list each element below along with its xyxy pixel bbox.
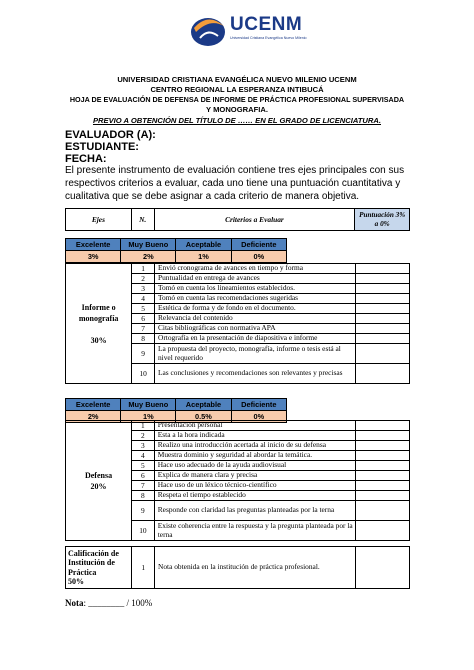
score-cell[interactable] [356, 264, 410, 274]
scale-label: Aceptable [176, 239, 231, 251]
criterion-text: Explica de manera clara y precisa [154, 471, 356, 481]
criteria-table-defensa [65, 420, 410, 541]
criterion-text: Responde con claridad las preguntas planteadas por la terna [154, 501, 356, 521]
axis-percent: 30% [90, 335, 107, 345]
scale-label: Deficiente [231, 239, 286, 251]
criterion-number: 4 [132, 451, 155, 461]
score-cell[interactable] [356, 431, 410, 441]
axis-name: Informe o monografía [78, 302, 119, 323]
scale-label: Deficiente [231, 399, 286, 411]
criterion-number: 1 [132, 264, 155, 274]
criterion-number: 10 [132, 364, 155, 384]
criterion-text: Esta a la hora indicada [154, 431, 356, 441]
criterion-text: Puntualidad en entrega de avances [154, 274, 356, 284]
criteria-header-table [65, 208, 410, 231]
axis-name: Defensa [84, 470, 113, 480]
header-subtitle: PREVIO A OBTENCIÓN DEL TÍTULO DE …… EN EL GRADO DE LICENCIATURA. [92, 116, 381, 125]
logo-wordmark: UCENM [230, 14, 303, 35]
criterion-text: Citas bibliográficas con normativa APA [154, 324, 356, 334]
criterion-number: 8 [132, 334, 155, 344]
scale-value: 1% [121, 411, 176, 423]
criterion-text: Realizo una introducción acertada al inicio de su defensa [154, 441, 356, 451]
score-cell[interactable] [356, 547, 410, 589]
criterion-number: 6 [132, 314, 155, 324]
criterion-number: 1 [132, 421, 155, 431]
criterion-number: 2 [132, 431, 155, 441]
col-header-puntuacion: Puntuación 3% a 0% [355, 209, 410, 231]
date-label: FECHA: [65, 153, 107, 165]
score-cell[interactable] [356, 364, 410, 384]
score-cell[interactable] [356, 274, 410, 284]
score-cell[interactable] [356, 421, 410, 431]
criterion-text: Hace uso adecuado de la ayuda audiovisual [154, 461, 356, 471]
student-label: ESTUDIANTE: [65, 141, 139, 153]
criterion-text: Hace uso de un léxico técnico-científico [154, 481, 356, 491]
criterion-number: 3 [132, 284, 155, 294]
scale-label: Muy Bueno [121, 399, 176, 411]
scale-value: 2% [121, 251, 176, 263]
criterion-text: Ortografía en la presentación de diapositiva e informe [154, 334, 356, 344]
criterion-number: 9 [132, 501, 155, 521]
criterion-text: Muestra dominio y seguridad al abordar la temática. [154, 451, 356, 461]
criterion-number: 7 [132, 481, 155, 491]
score-cell[interactable] [356, 481, 410, 491]
score-cell[interactable] [356, 501, 410, 521]
score-cell[interactable] [356, 451, 410, 461]
axis-name: Calificación de Institución de Práctica [68, 548, 119, 577]
criterion-number: 9 [132, 344, 155, 364]
criterion-text: Existe coherencia entre la respuesta y la pregunta planteada por la terna [154, 521, 356, 541]
criteria-table-institucion [65, 546, 410, 589]
header-title-2: Y MONOGRAFIA. [206, 105, 268, 114]
axis-institucion [66, 547, 132, 589]
axis-percent: 50% [68, 577, 84, 586]
criterion-number: 1 [132, 547, 155, 589]
criterion-number: 10 [132, 521, 155, 541]
scale-value: 0% [231, 411, 286, 423]
evaluator-label: EVALUADOR (A): [65, 129, 156, 141]
criterion-number: 4 [132, 294, 155, 304]
score-cell[interactable] [356, 521, 410, 541]
score-cell[interactable] [356, 344, 410, 364]
scale-label: Aceptable [176, 399, 231, 411]
scale-value: 1% [176, 251, 231, 263]
logo-subtitle: Universidad Cristiana Evangélica Nuevo Milenio [230, 36, 307, 40]
criterion-number: 2 [132, 274, 155, 284]
criterion-text: Tomó en cuenta los lineamientos establecidos. [154, 284, 356, 294]
final-grade-label: Nota [65, 598, 84, 608]
criteria-table-informe [65, 263, 410, 384]
axis-defensa [66, 421, 132, 541]
score-cell[interactable] [356, 304, 410, 314]
intro-paragraph: El presente instrumento de evaluación contiene tres ejes principales con sus respectivos criterios a evaluar, cada uno tiene una puntuación cuantitativa y cualitativa que se debe asignar a cada criterio de manera objetiva. [65, 165, 405, 202]
col-header-criterios: Criterios a Evaluar [154, 209, 355, 231]
criterion-number: 8 [132, 491, 155, 501]
criterion-text: La propuesta del proyecto, monografía, informe o tesis está al nivel requerido [154, 344, 356, 364]
score-cell[interactable] [356, 324, 410, 334]
scale-label: Excelente [66, 399, 121, 411]
criterion-number: 6 [132, 471, 155, 481]
header-center: CENTRO REGIONAL LA ESPERANZA INTIBUCÁ [150, 85, 324, 94]
criterion-text: Respeta el tiempo establecido [154, 491, 356, 501]
scale-value: 0.5% [176, 411, 231, 423]
final-grade-value: : ________ / 100% [83, 598, 153, 608]
header-university: UNIVERSIDAD CRISTIANA EVANGÉLICA NUEVO MILENIO UCENM [117, 75, 357, 84]
criterion-number: 5 [132, 304, 155, 314]
scale-label: Muy Bueno [121, 239, 176, 251]
scale-value: 0% [231, 251, 286, 263]
criterion-text: Estética de forma y de fondo en el documento. [154, 304, 356, 314]
criterion-text: Relevancia del contenido [154, 314, 356, 324]
score-cell[interactable] [356, 461, 410, 471]
score-cell[interactable] [356, 491, 410, 501]
criterion-text: Presentación personal [154, 421, 356, 431]
criterion-text: Envió cronograma de avances en tiempo y forma [154, 264, 356, 274]
axis-informe [66, 264, 132, 384]
header-title: HOJA DE EVALUACIÓN DE DEFENSA DE INFORME DE PRÁCTICA PROFESIONAL SUPERVISADA [69, 95, 405, 104]
criterion-number: 5 [132, 461, 155, 471]
scale-value: 3% [66, 251, 121, 263]
score-cell[interactable] [356, 441, 410, 451]
col-header-ejes: Ejes [66, 209, 132, 231]
criterion-text: Las conclusiones y recomendaciones son relevantes y precisas [154, 364, 356, 384]
score-cell[interactable] [356, 471, 410, 481]
university-logo [188, 10, 307, 54]
scale-table-1 [65, 238, 287, 263]
scale-label: Excelente [66, 239, 121, 251]
scale-value: 2% [66, 411, 121, 423]
final-grade [65, 598, 152, 608]
criterion-text: Tomó en cuenta las recomendaciones sugeridas [154, 294, 356, 304]
score-cell[interactable] [356, 314, 410, 324]
criterion-number: 7 [132, 324, 155, 334]
score-cell[interactable] [356, 334, 410, 344]
criterion-text: Nota obtenida en la institución de práctica profesional. [155, 547, 356, 589]
criterion-number: 3 [132, 441, 155, 451]
score-cell[interactable] [356, 284, 410, 294]
logo-emblem-icon [188, 10, 228, 50]
col-header-n: N. [131, 209, 154, 231]
score-cell[interactable] [356, 294, 410, 304]
axis-percent: 20% [90, 481, 107, 491]
